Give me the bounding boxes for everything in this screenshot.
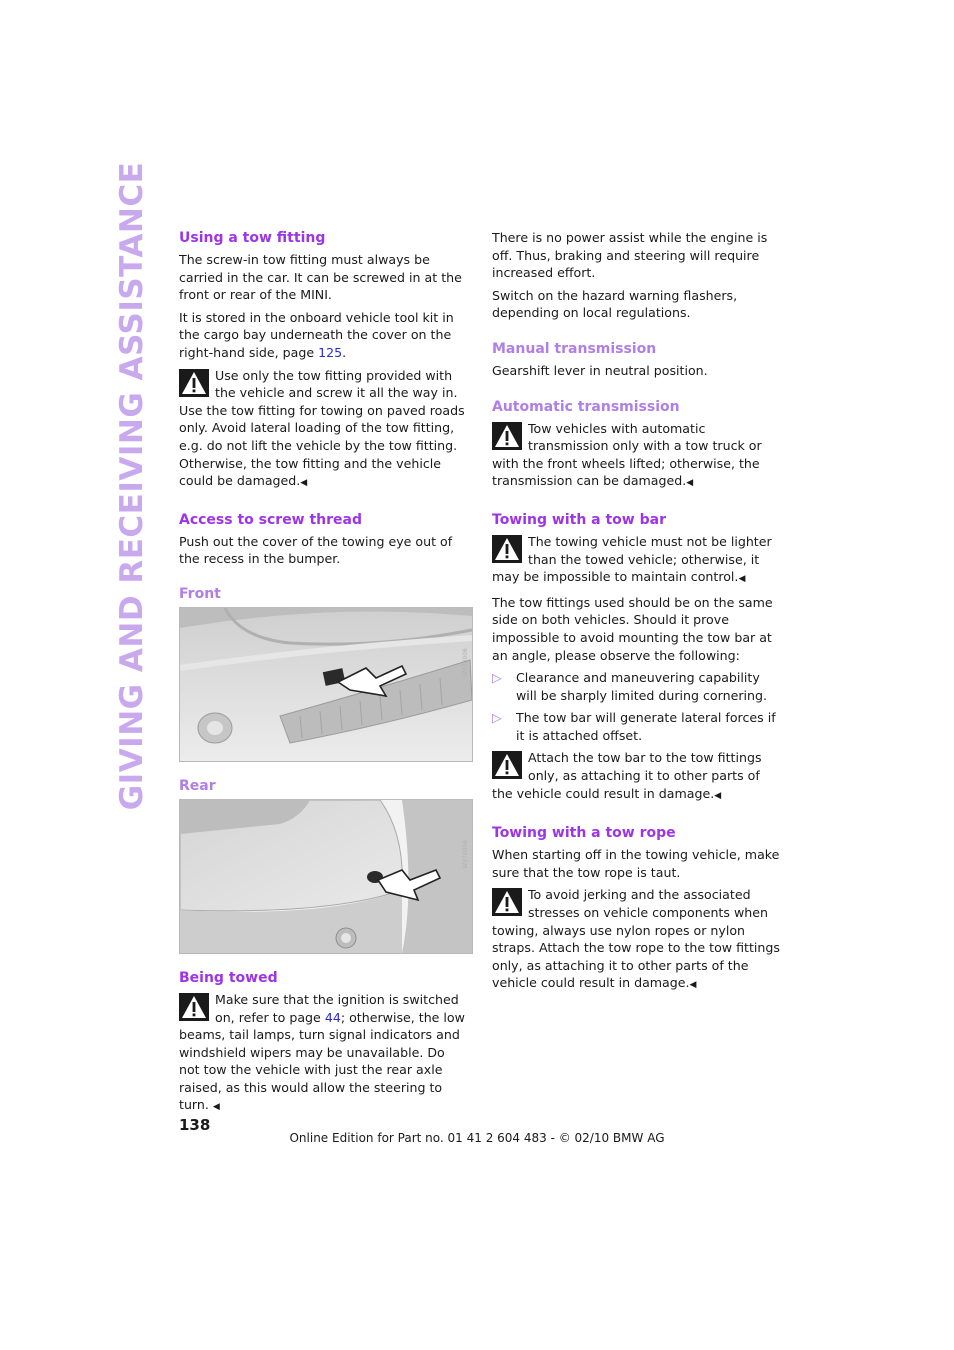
list-item-text: Clearance and maneuvering capability will be sharply limited during cornering. xyxy=(516,670,767,703)
rear-bumper-photo xyxy=(179,799,473,954)
end-mark: ◀ xyxy=(686,478,694,489)
warning-triangle-icon xyxy=(179,993,209,1021)
warning-tow-bar-lighter-text xyxy=(492,533,784,589)
paragraph-no-power-assist: There is no power assist while the engine is off. Thus, braking and steering will require increased effort. xyxy=(492,230,768,281)
warning-tow-bar-attach-body: Attach the tow bar to the tow fittings only, as attaching it to other parts of the vehicle could result in damage. xyxy=(492,750,762,801)
warning-triangle-icon xyxy=(492,535,522,563)
warning-automatic-text xyxy=(492,420,784,493)
warning-automatic-transmission xyxy=(492,420,784,493)
bullet-triangle-icon: ▷ xyxy=(492,670,502,686)
heading-using-tow-fitting: Using a tow fitting xyxy=(179,230,326,246)
warning-being-towed-after: ; otherwise, the low beams, tail lamps, turn signal indicators and windshield wipers may be unavailable. Do not tow the vehicle with just the rear axle raised, as this would allow the steering to turn. xyxy=(179,1009,465,1113)
heading-towing-tow-bar: Towing with a tow bar xyxy=(492,511,666,528)
paragraph-hazard-flashers: Switch on the hazard warning flashers, depending on local regulations. xyxy=(492,287,738,321)
end-mark: ◀ xyxy=(689,980,697,991)
warning-tow-rope-text xyxy=(492,886,784,995)
heading-access-screw-thread: Access to screw thread xyxy=(179,511,363,528)
heading-being-towed: Being towed xyxy=(179,969,278,986)
warning-triangle-icon xyxy=(179,369,209,397)
end-mark: ◀ xyxy=(738,574,746,585)
footer-edition: Online Edition for Part no. 01 41 2 604 483 - © 02/10 BMW AG xyxy=(289,1131,665,1145)
heading-rear: Rear xyxy=(179,777,216,794)
warning-tow-bar-attach-text xyxy=(492,749,784,805)
warning-triangle-icon xyxy=(492,751,522,779)
list-item xyxy=(492,709,784,744)
warning-tow-bar-lighter xyxy=(492,533,784,589)
bullet-triangle-icon: ▷ xyxy=(492,710,502,726)
warning-triangle-icon xyxy=(492,888,522,916)
heading-towing-tow-rope: Towing with a tow rope xyxy=(492,825,676,842)
text-stored-after: . xyxy=(342,344,347,360)
photo-code: W370006 xyxy=(462,647,469,677)
end-mark: ◀ xyxy=(714,790,722,801)
end-mark: ◀ xyxy=(300,478,308,489)
paragraph-rope-taut: When starting off in the towing vehicle, make sure that the tow rope is taut. xyxy=(492,847,780,880)
paragraph-gearshift-neutral: Gearshift lever in neutral position. xyxy=(492,362,708,378)
warning-triangle-icon xyxy=(492,422,522,450)
warning-tow-bar-lighter-body: The towing vehicle must not be lighter than the towed vehicle; otherwise, it may be impossible to maintain control. xyxy=(492,533,772,585)
paragraph-tow-fittings-same-side: The tow fittings used should be on the same side on both vehicles. Should it prove impossible to avoid mounting the tow bar at an angle, please observe the following: xyxy=(492,594,773,663)
warning-being-towed-text xyxy=(179,991,469,1117)
end-mark: ◀ xyxy=(212,1102,220,1113)
paragraph-tow-fitting-carried: The screw-in tow fitting must always be carried in the car. It can be screwed in at the front or rear of the MINI. xyxy=(179,252,462,303)
front-bumper-illustration xyxy=(180,608,472,761)
warning-automatic-body: Tow vehicles with automatic transmission only with a tow truck or with the front wheels lifted; otherwise, the transmission can be damaged. xyxy=(492,420,762,489)
rear-bumper-illustration xyxy=(180,800,472,953)
page-link-44[interactable]: 44 xyxy=(324,1009,341,1025)
paragraph-tow-fitting-stored xyxy=(179,309,469,362)
heading-front: Front xyxy=(179,585,221,602)
page-link-125[interactable]: 125 xyxy=(318,344,343,360)
warning-tow-fitting xyxy=(179,367,469,493)
heading-automatic-transmission: Automatic transmission xyxy=(492,398,680,415)
section-side-tab xyxy=(112,161,152,811)
warning-tow-rope-body: To avoid jerking and the associated stresses on vehicle components when towing, always use nylon ropes or nylon straps. Attach the tow rope to the tow fittings only, as attaching it to other parts of the vehicle could result in damage. xyxy=(492,887,780,991)
warning-tow-bar-attach xyxy=(492,749,784,805)
text-stored-before: It is stored in the onboard vehicle tool kit in the cargo bay underneath the cover on the right-hand side, page xyxy=(179,309,454,360)
warning-being-towed-before: Make sure that the ignition is switched on, refer to page xyxy=(215,991,459,1025)
side-tab-text: GIVING AND RECEIVING ASSISTANCE xyxy=(114,161,150,811)
left-column xyxy=(179,229,469,1117)
warning-tow-rope xyxy=(492,886,784,995)
warning-tow-fitting-body: Use only the tow fitting provided with the vehicle and screw it all the way in. Use the tow fitting for towing on paved roads only. Avoid lateral loading of the tow fitting, e.g. do not lift the vehicle by the tow fitting. Otherwise, the tow fitting and the vehicle could be damaged. xyxy=(179,367,465,489)
front-bumper-photo xyxy=(179,607,473,762)
right-column xyxy=(492,229,784,995)
list-item xyxy=(492,669,784,704)
warning-being-towed xyxy=(179,991,469,1117)
photo-code: W370006 xyxy=(462,839,469,869)
heading-manual-transmission: Manual transmission xyxy=(492,340,657,357)
page-number: 138 xyxy=(179,1116,211,1134)
warning-tow-fitting-text xyxy=(179,367,469,493)
list-item-text: The tow bar will generate lateral forces if it is attached offset. xyxy=(516,710,776,743)
paragraph-push-cover: Push out the cover of the towing eye out of the recess in the bumper. xyxy=(179,533,453,567)
tow-bar-bullet-list xyxy=(492,669,784,744)
